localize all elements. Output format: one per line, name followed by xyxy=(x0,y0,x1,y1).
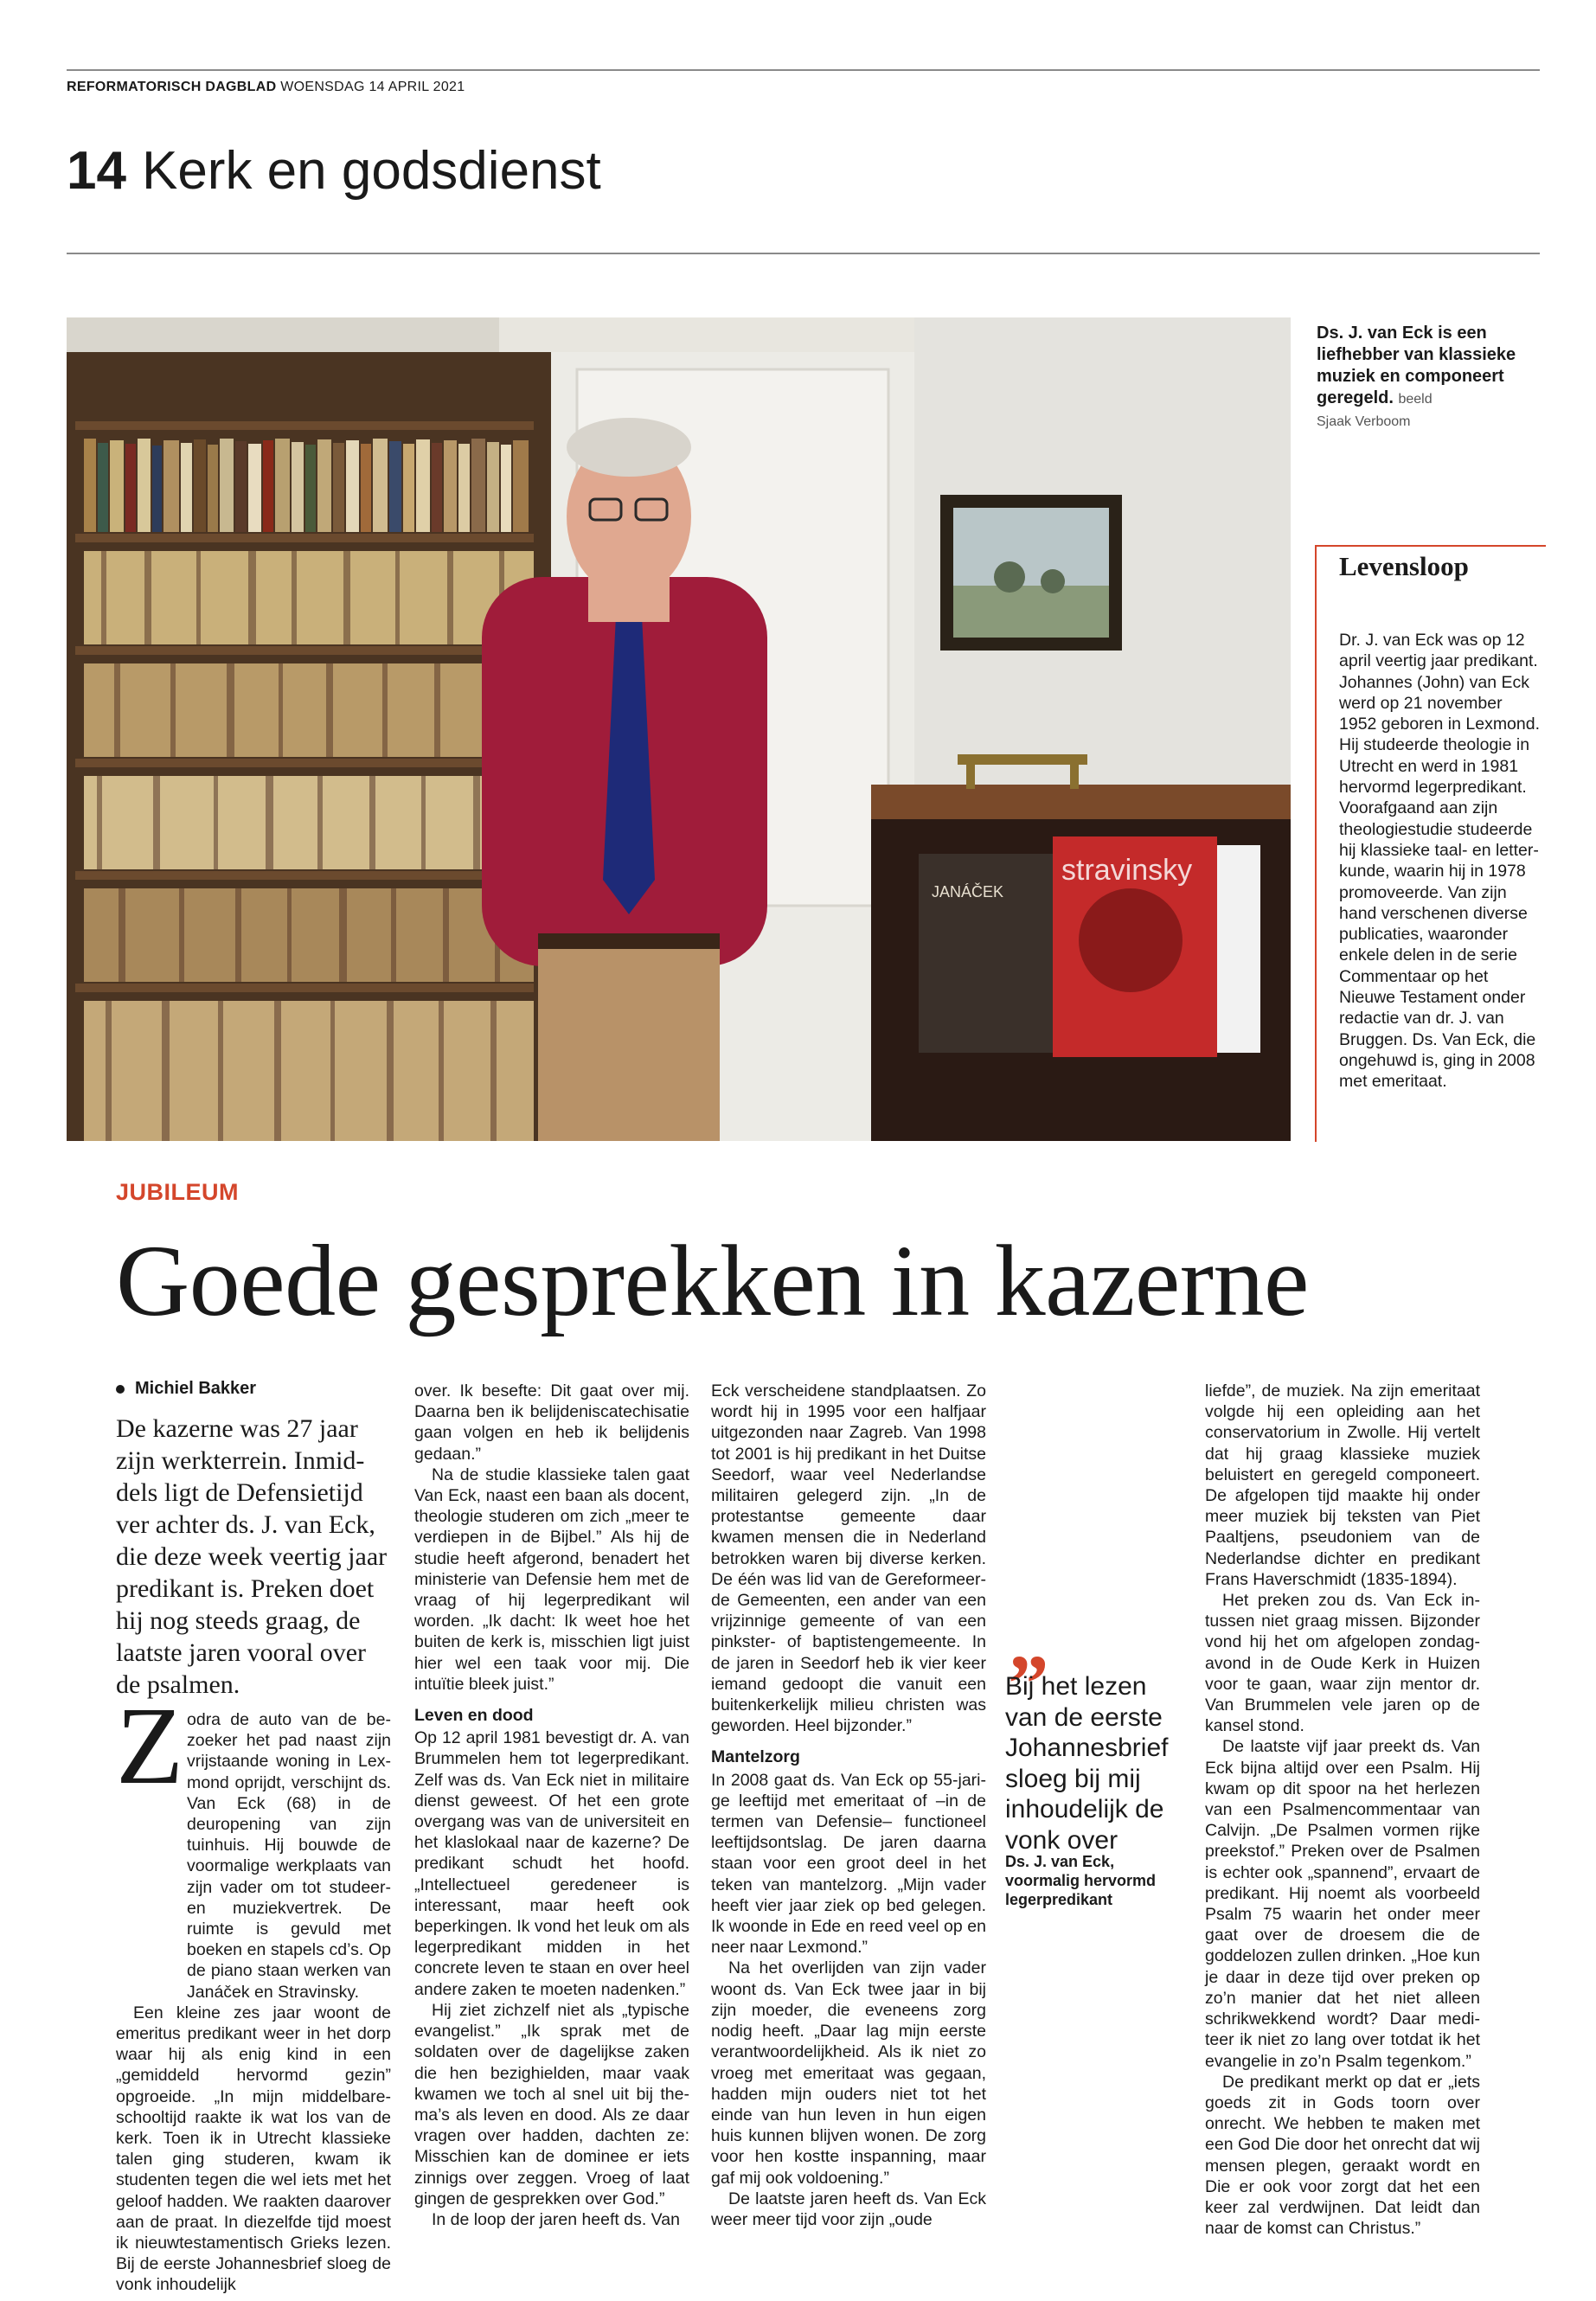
page-number: 14 xyxy=(67,141,126,201)
quote-mark-icon: „ xyxy=(1009,1597,1049,1687)
levensloop-title: Levensloop xyxy=(1339,551,1469,581)
section-title: Kerk en godsdienst xyxy=(141,141,601,201)
article-intro: De kazerne was 27 jaar zijn werkterrein. Inmiddels ligt de Defensietijd ver achter ds. J. van Eck, die deze week veertig jaar predikant is. Preken doet hij nog steeds graag, de laatste jaren vooral over de psalmen. xyxy=(116,1414,388,1699)
stravinsky-score xyxy=(1053,836,1260,1057)
subheading-mantelzorg: Mantelzorg xyxy=(711,1747,800,1767)
drop-cap: Z xyxy=(116,1684,184,1807)
byline-author: Michiel Bakker xyxy=(135,1379,257,1398)
kicker: JUBILEUM xyxy=(116,1179,240,1205)
janacek-title: JANÁČEK xyxy=(932,883,1004,901)
photo-illustration xyxy=(67,317,1291,1141)
article-column-1 xyxy=(116,1709,391,2296)
masthead xyxy=(67,80,465,95)
paragraph: Na de studie klassieke talen gaat Van Eck, naast een baan als docent, theologie studeren om zich „meer te verdiepen in de Bijbel.” Als hij de studie heeft afgerond, benadert het ministerie van Defensie hem met de vraag of hij legerpredikant wil worden. „Ik dacht: Ik weet hoe het buiten de kerk is, misschien ligt juist hier wel een taak voor mij. Die intuïtie bleek juist.” xyxy=(414,1465,689,1694)
caption-credit: Sjaak Verboom xyxy=(1317,414,1411,429)
pull-quote: Bij het lezen van de eerste Johannesbrief sloeg bij mij inhoudelijk de vonk over xyxy=(1005,1672,1169,1855)
paragraph: Een kleine zes jaar woont de emeritus predikant weer in het dorp waar hij als enig kind in een „gemiddeld hervormd gezin” opgroeide. „In mijn middelbareschooltijd raakte ik wat los van de kerk. Toen ik in Utrecht klassieke talen ging studeren, kwam ik studenten tegen die wel iets met het geloof hadden. We raakten daarover aan de praat. In diezelfde tijd moest ik nieuwtestamentisch Grieks lezen. Bij de eerste Johannesbrief sloeg de vonk inhoudelijk xyxy=(116,2003,391,2295)
paragraph: De predikant merkt op dat er „iets goeds zit in Gods toorn over onrecht. We hebben te maken met een God Die door het onrecht dat wij mensen plegen, geraakt wordt en Die er ook voor zorgt dat het een keer zal verdwijnen. Dat leidt dan naar de komst can Christus.” xyxy=(1205,2072,1480,2239)
article-column-4 xyxy=(1205,1381,1480,2239)
top-rule xyxy=(67,69,1540,71)
paragraph: Het preken zou ds. Van Eck intussen niet graag missen. Bijzonder vond hij het om afgelopen zondagavond in de Oude Kerk in Huizen voor te gaan, waar zijn mentor dr. Van Brummelen vele jaren op de kansel stond. xyxy=(1205,1591,1480,1736)
byline xyxy=(116,1379,256,1399)
photo-caption xyxy=(1317,323,1543,433)
paragraph: In 2008 gaat ds. Van Eck op 55-jarige leeftijd met emeritaat of –in de termen van Defensie– functioneel leeftijdsontslag. De jaren daarna staan voor een groot deel in het teken van mantelzorg. „Mijn vader heeft vier jaar ziek op bed gelegen. Ik woonde in Ede en reed veel op en neer naar Lexmond.” xyxy=(711,1770,986,1958)
paragraph: over. Ik besefte: Dit gaat over mij. Daarna ben ik belijdeniscatechisatie gaan volgen en heb ik belijdenis gedaan.” xyxy=(414,1381,689,1464)
paragraph: Op 12 april 1981 bevestigt dr. A. van Brummelen hem tot legerpredikant. Zelf was ds. Van Eck niet in militaire dienst geweest. Of het een grote overgang was van de universiteit en het klaslokaal naar de kazerne? De predikant schudt het hoofd. „Intellectueel geredeneer is interessant, maar heeft ook beperkingen. Ik vond het leuk om als legerpredikant midden in het concrete leven te staan en over heel andere zaken te moeten nadenken.” xyxy=(414,1728,689,1999)
paragraph: De laatste jaren heeft ds. Van Eck weer meer tijd voor zijn „oude xyxy=(711,2189,986,2229)
page-header xyxy=(67,140,601,202)
article-column-3 xyxy=(711,1381,986,2230)
paper-name: REFORMATORISCH DAGBLAD xyxy=(67,80,277,94)
header-rule xyxy=(67,253,1540,254)
paragraph: Na het overlijden van zijn vader woont ds. Van Eck twee jaar in bij zijn moeder, die eveneens zorg nodig heeft. „Daar lag mijn eerste verantwoordelijkheid. Als ik niet zo vroeg met emeritaat was gegaan, hadden mijn ouders niet tot het einde van hun leven in hun eigen huis kunnen blijven wonen. De zorg voor hen kostte inspanning, maar gaf mij ook voldoening.” xyxy=(711,1958,986,2188)
paragraph: Eck verscheidene standplaatsen. Zo wordt hij in 1995 voor een halfjaar uitgezonden naar Zagreb. Van 1998 tot 2001 is hij predikant in het Duitse Seedorf, waar veel Nederlandse militairen gelegerd zijn. „In de protestantse gemeente daar kwamen mensen die in Nederland betrokken waren bij diverse kerken. De één was lid van de Gereformeerde Gemeenten, een ander van een vrijzinnige gemeente of van een pinkster- of baptistengemeente. In de jaren in Seedorf heb ik vier keer iemand gedoopt die vanuit een buitenkerkelijk milieu christen was geworden. Heel bijzonder.” xyxy=(711,1381,986,1736)
framed-painting xyxy=(940,495,1122,651)
caption-text: Ds. J. van Eck is een liefhebber van klassieke muziek en componeert geregeld. xyxy=(1317,324,1516,407)
paragraph: odra de auto van de bezoeker het pad naast zijn vrijstaande woning in Lexmond oprijdt, verschijnt ds. Van Eck (68) in de deuropening van zijn tuinhuis. Hij bouwde de voormalige werkplaats van zijn vader om tot studeer- en muziekvertrek. De ruimte is gevuld met boeken en stapels cd’s. Op de piano staan werken van Janáček en Stravinsky. xyxy=(187,1710,391,2002)
paragraph: liefde”, de muziek. Na zijn emeritaat volgde hij een opleiding aan het conservatorium in Zwolle. Hij vertelt dat hij graag klassieke muziek beluistert en geregeld componeert. De afgelopen tijd maakte hij onder meer muziek bij teksten van Piet Paaltjens, pseudoniem van de Nederlandse dichter en predikant Frans Haverschmidt (1835-1894). xyxy=(1205,1381,1480,1589)
portrait-photo xyxy=(67,317,1291,1141)
byline-bullet-icon xyxy=(116,1385,125,1394)
article-column-2 xyxy=(414,1381,689,2230)
caption-credit-label: beeld xyxy=(1398,392,1433,407)
paragraph: In de loop der jaren heeft ds. Van xyxy=(432,2209,680,2229)
issue-date: WOENSDAG 14 APRIL 2021 xyxy=(280,80,465,94)
pull-quote-attribution: Ds. J. van Eck, voormalig hervormd legerpredikant xyxy=(1005,1853,1157,1908)
subheading-leven-en-dood: Leven en dood xyxy=(414,1706,534,1726)
paragraph: De laatste vijf jaar preekt ds. Van Eck bijna altijd over een Psalm. Hij kwam op dit spoor na het herlezen van een Psalmencommentaar van Calvijn. „De Psalmen vormen rijke preekstof.” Preken over de Psalmen is echter ook „spannend”, ervaart de predikant. Hij noemt als voorbeeld Psalm 75 waarin het onder meer gaat over de droesem die de goddelozen zullen drinken. „Hoe kun je daar in deze tijd over preken op zo’n manier dat het niet alleen schrikwekkend wordt? Daar mediteer ik niet zo lang over totdat ik het evangelie in zo’n Psalm tegenkom.” xyxy=(1205,1737,1480,2071)
stravinsky-title: stravinsky xyxy=(1061,854,1193,887)
paragraph: Hij ziet zichzelf niet als „typische evangelist.” „Ik sprak met de soldaten over de dagelijkse zaken die hen bezighielden, maar vaak kwamen we toch al snel uit bij thema’s als leven en dood. Als ze daar vragen over hadden, dachten ze: Misschien kan de dominee er iets zinnigs over zeggen. Vroeg of laat gingen de gesprekken over God.” xyxy=(414,2000,689,2208)
levensloop-text: Dr. J. van Eck was op 12 april veertig jaar predikant. Johannes (John) van Eck werd op 21 november 1952 geboren in Lexmond. Hij studeerde theologie in Utrecht en werd in 1981 hervormd legerpredikant. Voorafgaand aan zijn theologiestudie studeerde hij klassieke taal- en letterkunde, waarin hij in 1978 promoveerde. Van zijn hand verschenen diverse publicaties, waaronder enkele delen in de serie Commentaar op het Nieuwe Testament onder redactie van dr. J. van Bruggen. Ds. Van Eck, die ongehuwd is, ging in 2008 met emeritaat. xyxy=(1339,631,1541,1092)
janacek-score xyxy=(919,854,1066,1053)
headline: Goede gesprekken in kazerne xyxy=(116,1224,1309,1337)
